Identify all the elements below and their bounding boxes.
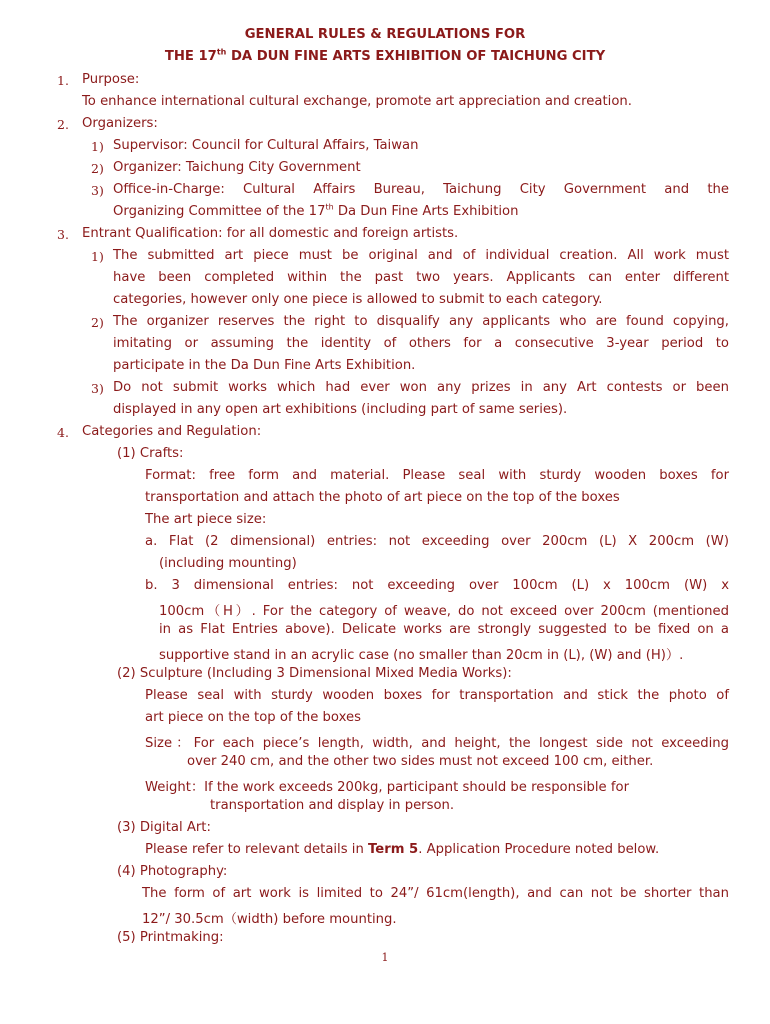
section-1-number: 1. <box>57 73 69 88</box>
qualification-item-2-line-2: imitating or assuming the identity of others for a consecutive 3-year period to <box>113 336 729 351</box>
organizer-item-1-number: 1) <box>91 139 104 154</box>
crafts-format-line-1: Format: free form and material. Please seal with sturdy wooden boxes for <box>145 468 729 483</box>
qualification-item-3-line-2: displayed in any open art exhibitions (including part of same series). <box>113 402 568 417</box>
organizer-item-3-line-1: Office-in-Charge: Cultural Affairs Bureau, Taichung City Government and the <box>113 182 729 197</box>
digital-art-text: Please refer to relevant details in Term 5. Application Procedure noted below. <box>145 842 660 857</box>
qualification-item-1-line-2: have been completed within the past two years. Applicants can enter different <box>113 270 729 285</box>
qualification-item-1-line-1: The submitted art piece must be original and of individual creation. All work must <box>113 248 729 263</box>
photography-line-1: The form of art work is limited to 24”/ 61cm(length), and can not be shorter than <box>142 886 729 901</box>
crafts-heading: (1) Crafts: <box>117 446 184 461</box>
qualification-item-3-line-1: Do not submit works which had ever won any prizes in any Art contests or been <box>113 380 729 395</box>
qualification-item-2-line-1: The organizer reserves the right to disqualify any applicants who are found copying, <box>113 314 729 329</box>
digital-art-heading: (3) Digital Art: <box>117 820 211 835</box>
section-2-heading: Organizers: <box>82 116 158 131</box>
organizer-item-2-number: 2) <box>91 161 104 176</box>
title-line-1: GENERAL RULES & REGULATIONS FOR <box>244 27 526 42</box>
qualification-item-1-line-3: categories, however only one piece is allowed to submit to each category. <box>113 292 603 307</box>
qualification-item-2-line-3: participate in the Da Dun Fine Arts Exhibition. <box>113 358 416 373</box>
photography-line-2: 12”/ 30.5cm（width) before mounting. <box>142 912 397 927</box>
organizer-item-2: Organizer: Taichung City Government <box>113 160 361 175</box>
sculpture-size-line-1: Size：For each piece’s length, width, and height, the longest side not exceeding <box>145 736 729 751</box>
crafts-3d-line-3: in as Flat Entries above). Delicate works are strongly suggested to be fixed on a <box>159 622 729 637</box>
crafts-format-line-2: transportation and attach the photo of art piece on the top of the boxes <box>145 490 620 505</box>
crafts-3d-line-1: b. 3 dimensional entries: not exceeding over 100cm (L) x 100cm (W) x <box>145 578 729 593</box>
crafts-size-label: The art piece size: <box>145 512 267 527</box>
title-line-2: THE 17th DA DUN FINE ARTS EXHIBITION OF TAICHUNG CITY <box>164 47 606 64</box>
page-number: 1 <box>381 951 389 964</box>
section-3-number: 3. <box>57 227 69 242</box>
section-4-heading: Categories and Regulation: <box>82 424 262 439</box>
qualification-item-3-number: 3) <box>91 381 104 396</box>
sculpture-packing-line-2: art piece on the top of the boxes <box>145 710 361 725</box>
organizer-item-3-number: 3) <box>91 183 104 198</box>
sculpture-packing-line-1: Please seal with sturdy wooden boxes for transportation and stick the photo of <box>145 688 729 703</box>
sculpture-size-line-2: over 240 cm, and the other two sides must not exceed 100 cm, either. <box>187 754 654 769</box>
crafts-3d-line-2: 100cm（H）. For the category of weave, do not exceed over 200cm (mentioned <box>159 604 729 619</box>
crafts-flat-line-1: a. Flat (2 dimensional) entries: not exceeding over 200cm (L) X 200cm (W) <box>145 534 729 549</box>
sculpture-weight-line-2: transportation and display in person. <box>210 798 455 813</box>
qualification-item-1-number: 1) <box>91 249 104 264</box>
photography-heading: (4) Photography: <box>117 864 228 879</box>
printmaking-heading: (5) Printmaking: <box>117 930 224 945</box>
sculpture-heading: (2) Sculpture (Including 3 Dimensional Mixed Media Works): <box>117 666 512 681</box>
qualification-item-2-number: 2) <box>91 315 104 330</box>
purpose-text: To enhance international cultural exchange, promote art appreciation and creation. <box>82 94 632 109</box>
organizer-item-1: Supervisor: Council for Cultural Affairs, Taiwan <box>113 138 419 153</box>
crafts-flat-line-2: (including mounting) <box>159 556 297 571</box>
organizer-item-3-line-2: Organizing Committee of the 17th Da Dun Fine Arts Exhibition <box>113 202 519 219</box>
section-4-number: 4. <box>57 425 69 440</box>
section-2-number: 2. <box>57 117 69 132</box>
section-1-heading: Purpose: <box>82 72 140 87</box>
crafts-3d-line-4: supportive stand in an acrylic case (no smaller than 20cm in (L), (W) and (H)）. <box>159 648 684 663</box>
sculpture-weight-line-1: Weight：If the work exceeds 200kg, participant should be responsible for <box>145 780 629 795</box>
section-3-heading: Entrant Qualification: for all domestic and foreign artists. <box>82 226 459 241</box>
term-5-reference: Term 5 <box>368 842 419 857</box>
